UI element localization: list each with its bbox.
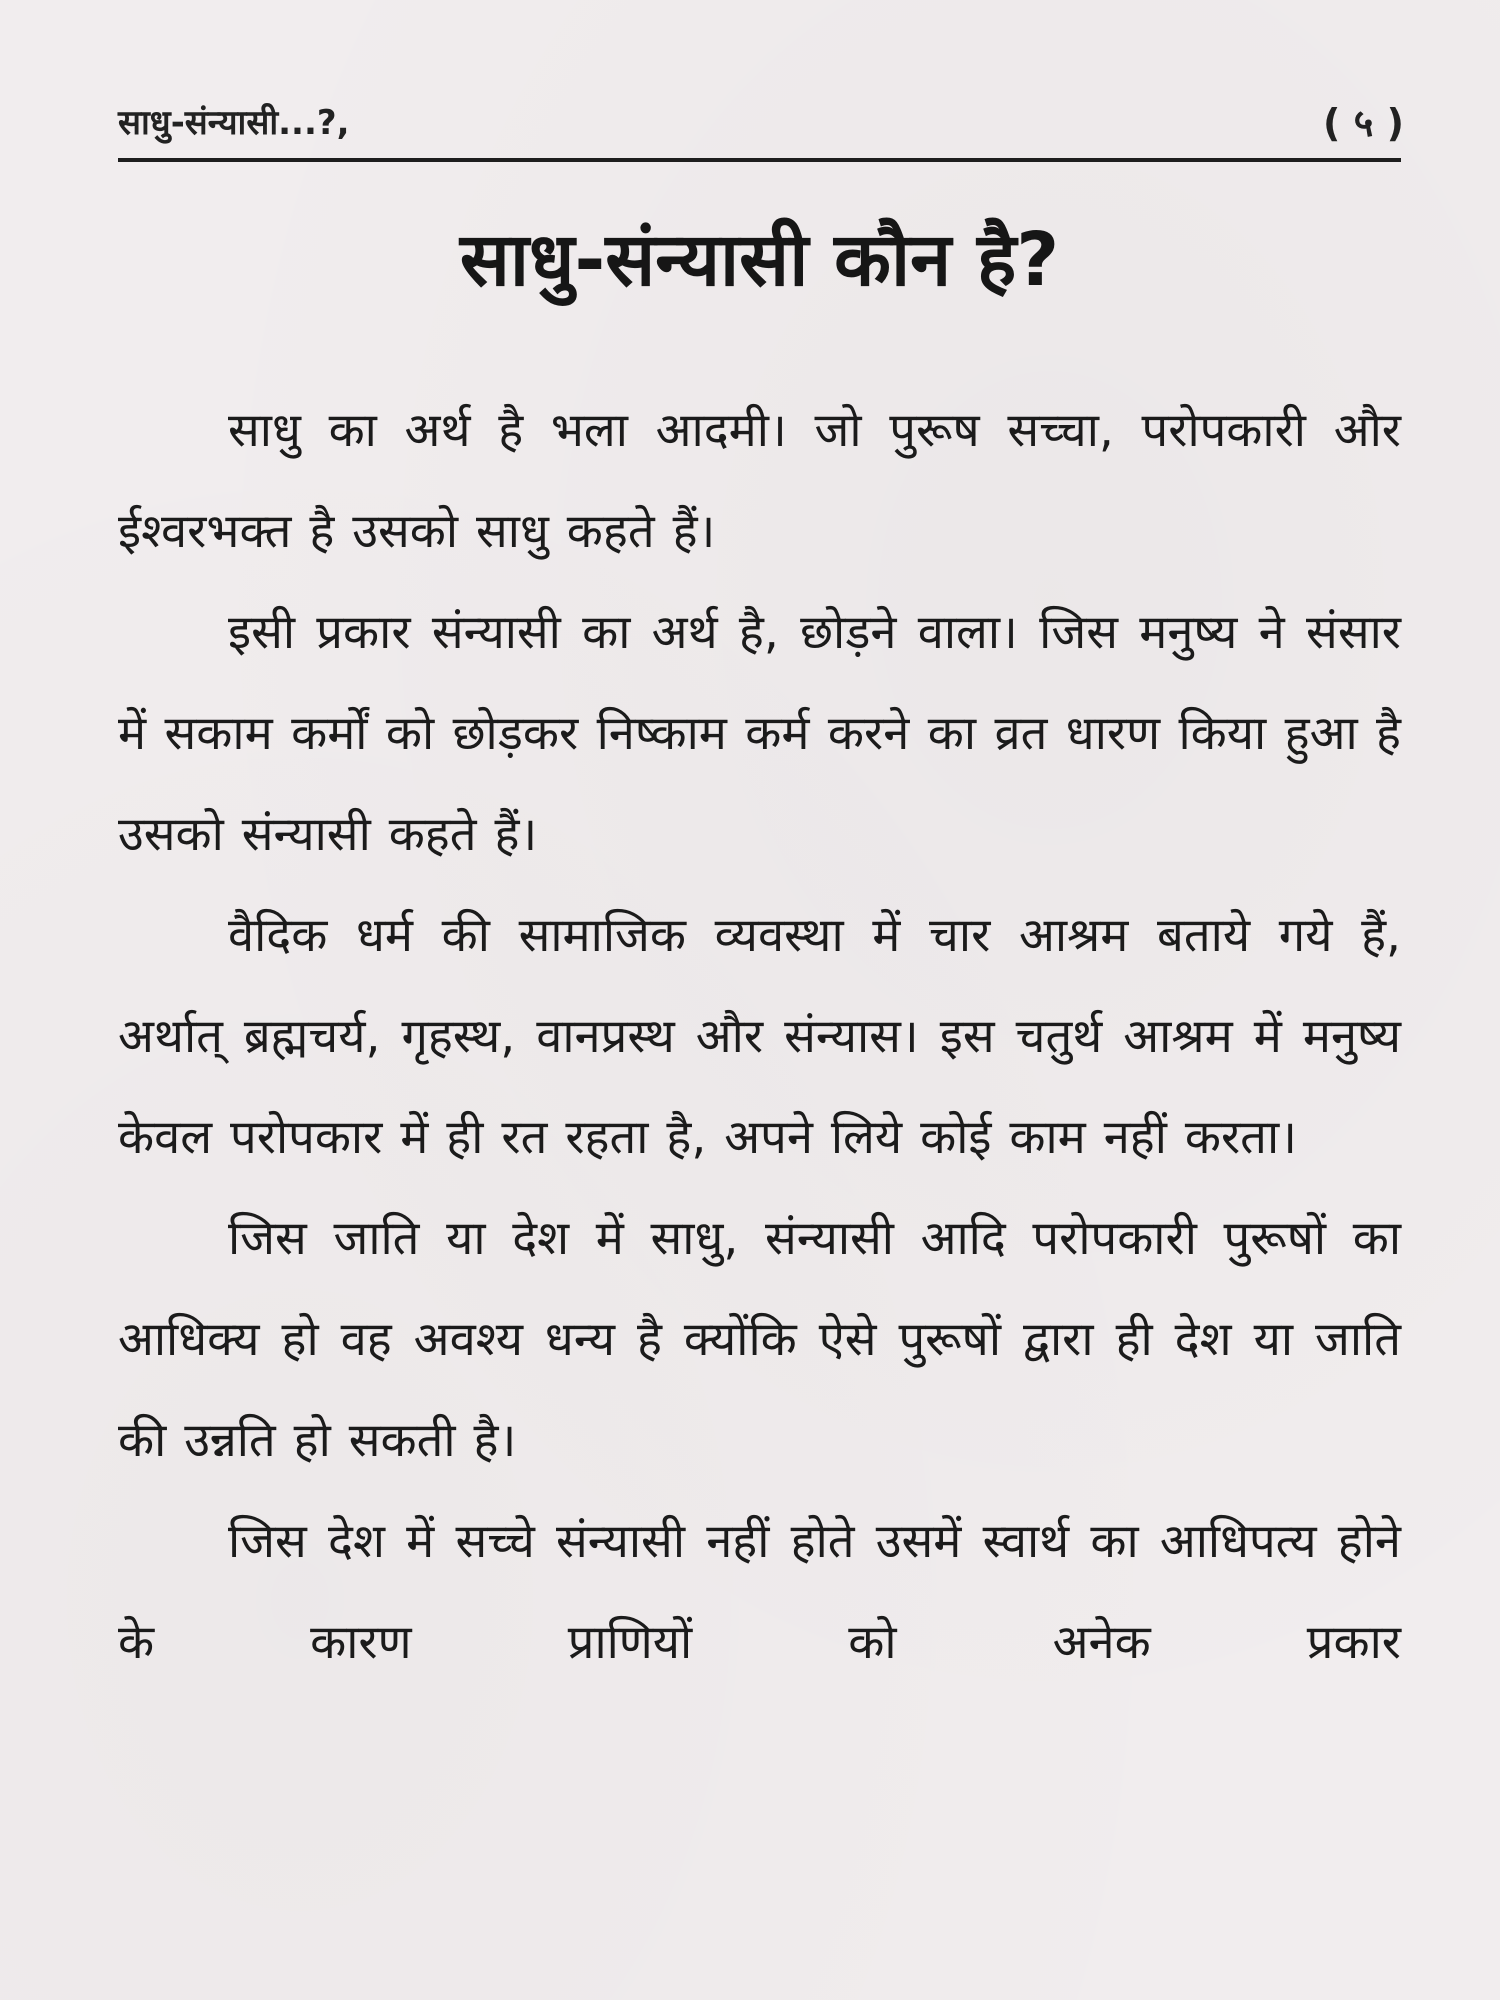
- paragraph-4: जिस जाति या देश में साधु, संन्यासी आदि परोपकारी पुरूषों का आधिक्य हो वह अवश्य धन्य है क्योंकि ऐसे पुरूषों द्वारा ही देश या जाति की उन्नति हो सकती है।: [118, 1211, 1401, 1468]
- paragraph-5: जिस देश में सच्चे संन्यासी नहीं होते उसमें स्वार्थ का आधिपत्य होने के कारण प्राणियों को अनेक प्रकार: [118, 1514, 1401, 1670]
- body-text: [118, 380, 1401, 1693]
- chapter-title: साधु-संन्यासी कौन है?: [459, 217, 1060, 303]
- header-divider: [118, 158, 1401, 162]
- page-number: ( ५ ): [1323, 101, 1404, 145]
- paragraph-1: साधु का अर्थ है भला आदमी। जो पुरूष सच्चा, परोपकारी और ईश्वरभक्त है उसको साधु कहते हैं।: [118, 403, 1401, 559]
- paragraph-3: वैदिक धर्म की सामाजिक व्यवस्था में चार आश्रम बताये गये हैं, अर्थात् ब्रह्मचर्य, गृहस्थ, वानप्रस्थ और संन्यास। इस चतुर्थ आश्रम में मनुष्य केवल परोपकार में ही रत रहता है, अपने लिये कोई काम नहीं करता।: [118, 908, 1401, 1165]
- running-head-title: साधु-संन्यासी...?,: [118, 103, 350, 143]
- paragraph-2: इसी प्रकार संन्यासी का अर्थ है, छोड़ने वाला। जिस मनुष्य ने संसार में सकाम कर्मों को छोड़कर निष्काम कर्म करने का व्रत धारण किया हुआ है उसको संन्यासी कहते हैं।: [118, 605, 1401, 862]
